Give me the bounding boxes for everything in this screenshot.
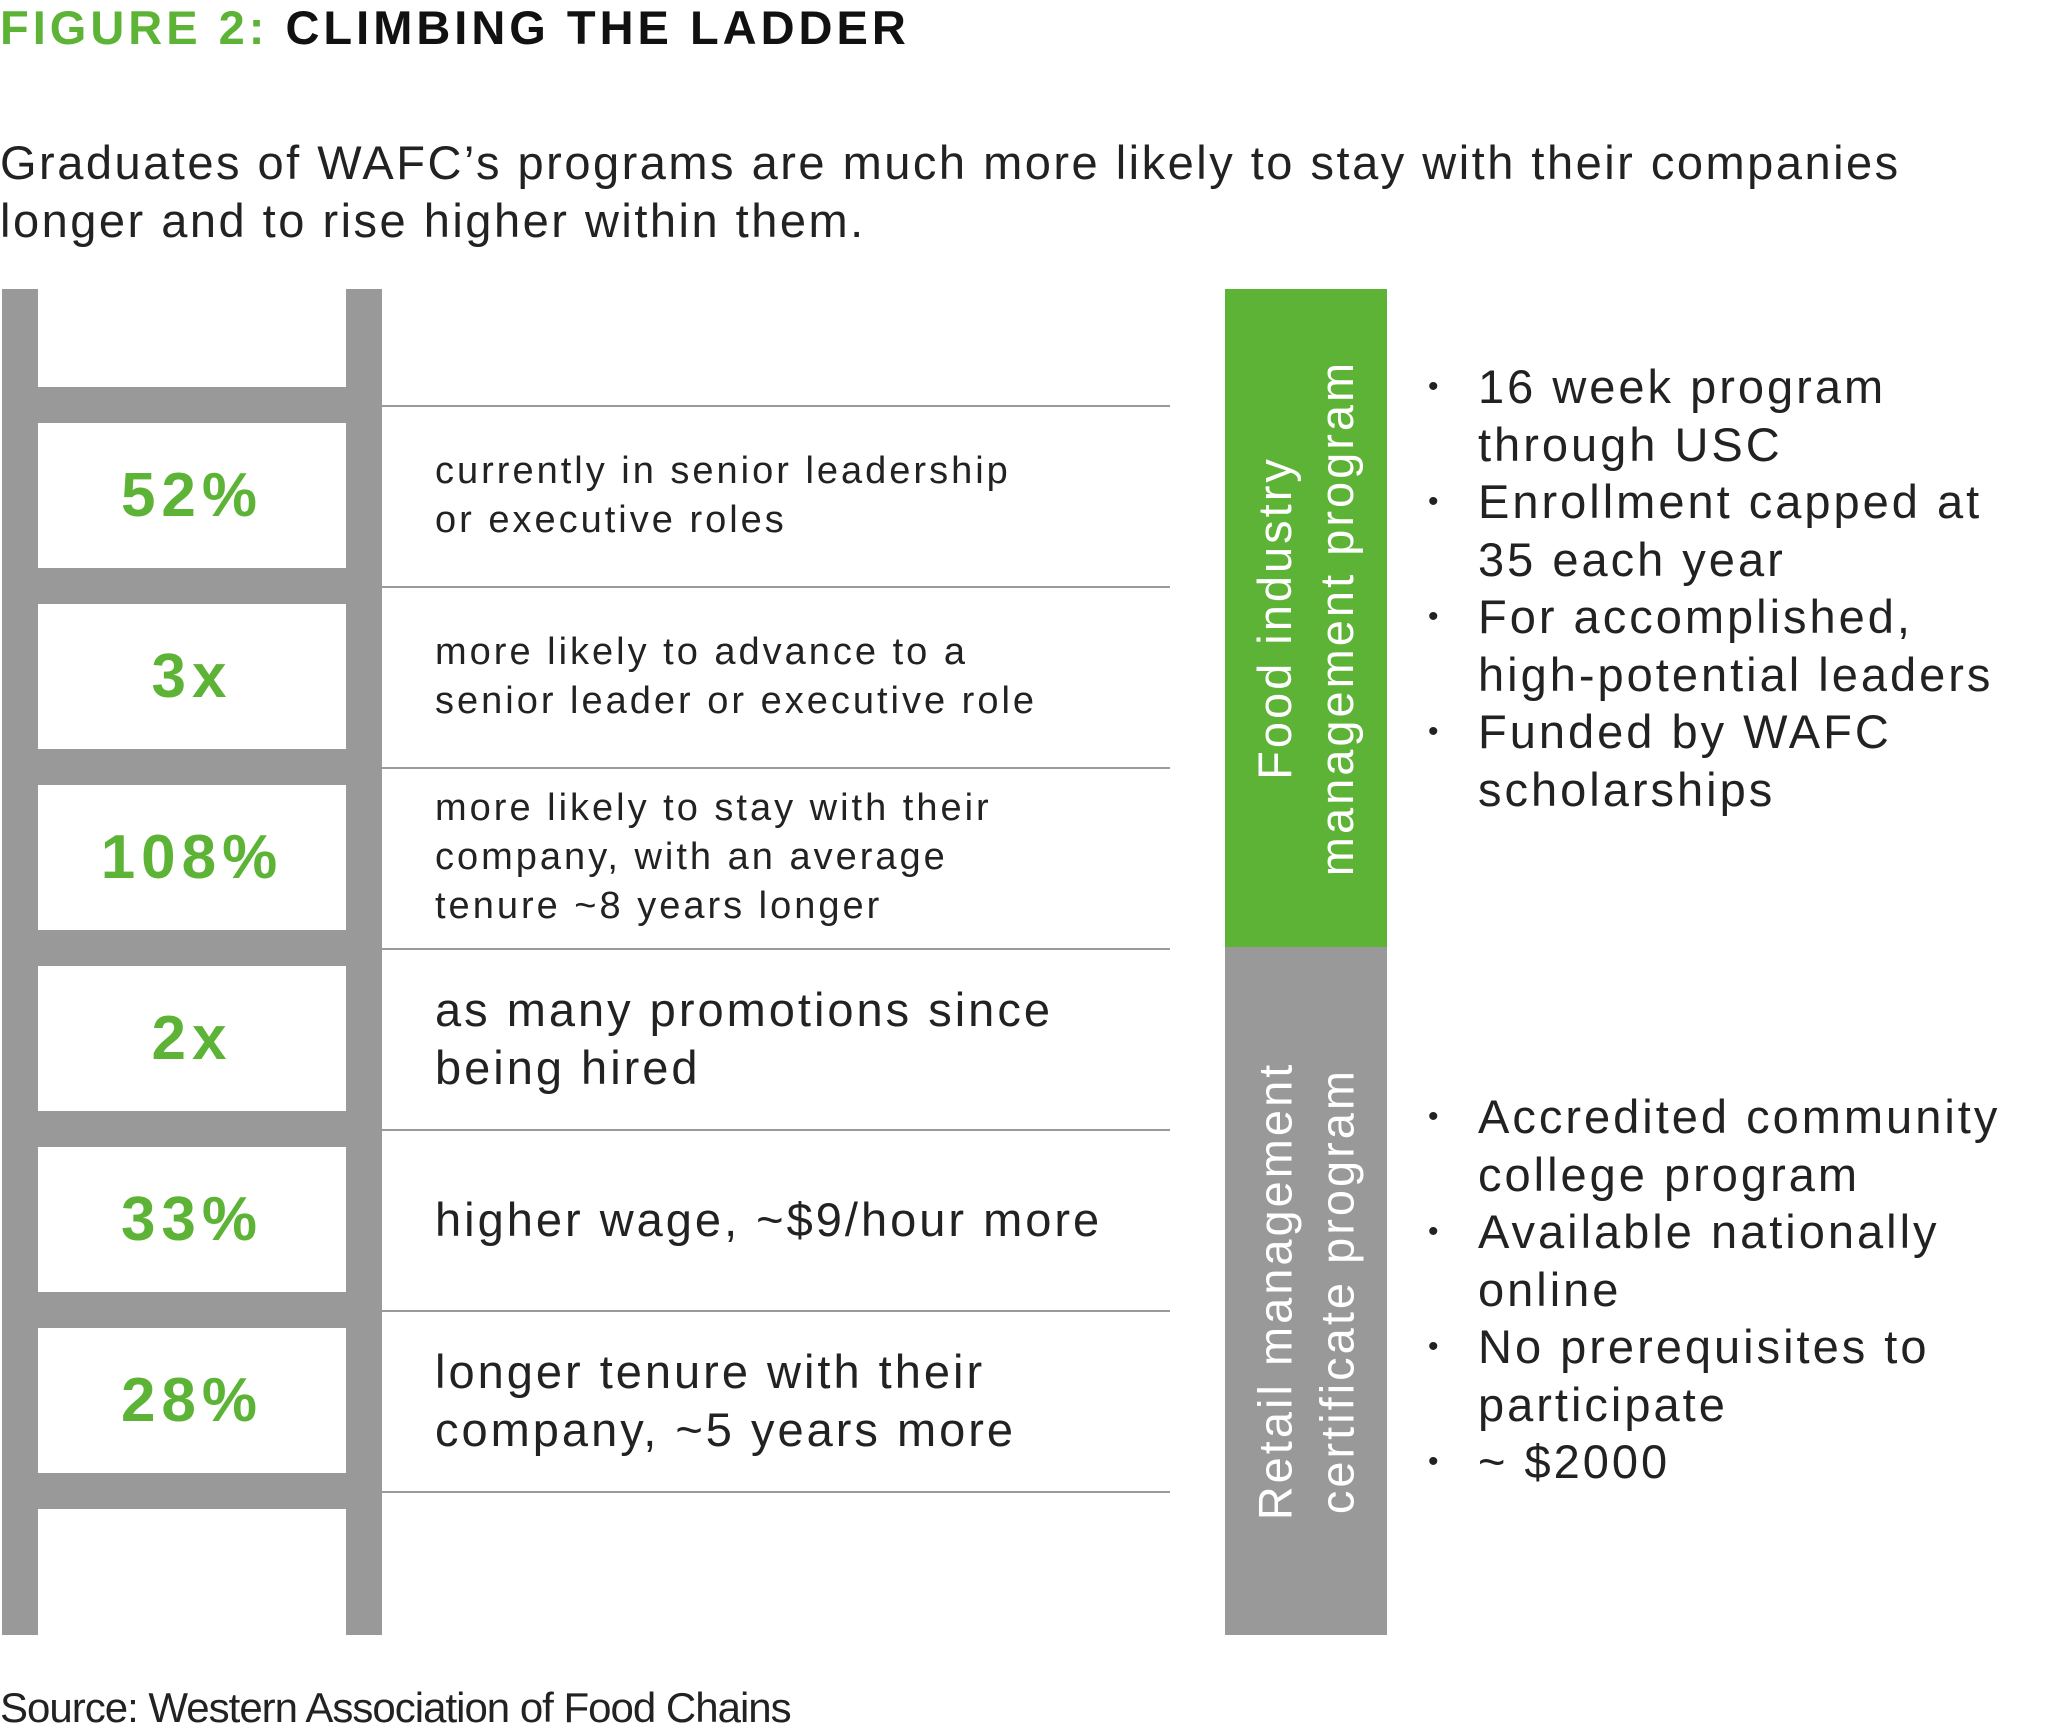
bullet-item: • Accredited community college program bbox=[1425, 1088, 2048, 1203]
stat-description-line: higher wage, ~$9/hour more bbox=[435, 1192, 1103, 1246]
food-program-bullet-list bbox=[1425, 358, 2048, 818]
ladder-step bbox=[38, 1147, 346, 1292]
stat-description-line: being hired bbox=[435, 1040, 701, 1094]
row-separator bbox=[382, 767, 1170, 769]
ladder-rung bbox=[38, 749, 346, 785]
source-note: Source: Western Association of Food Chains bbox=[0, 1684, 791, 1731]
stat-description-line: more likely to stay with their bbox=[435, 787, 992, 829]
ladder-rung bbox=[38, 387, 346, 423]
program-label-line: management program bbox=[1310, 359, 1363, 877]
bullet-item: • Available nationally online bbox=[1425, 1203, 2048, 1318]
ladder-step bbox=[38, 966, 346, 1111]
stat-description-line: more likely to advance to a bbox=[435, 630, 969, 673]
retail-management-program-bar bbox=[1225, 947, 1387, 1635]
stat-value: 108% bbox=[100, 823, 284, 892]
ladder-step bbox=[38, 604, 346, 749]
stat-value: 33% bbox=[120, 1185, 264, 1254]
bullet-item: • Funded by WAFC scholarships bbox=[1425, 703, 2048, 818]
bullet-item: • 16 week program through USC bbox=[1425, 358, 2048, 473]
food-industry-program-bar bbox=[1225, 289, 1387, 947]
retail-program-bullet-list bbox=[1425, 1088, 2048, 1491]
program-label bbox=[1244, 360, 1368, 876]
stat-description bbox=[435, 423, 1170, 568]
ladder-right-rail bbox=[346, 289, 382, 1635]
ladder-step bbox=[38, 1328, 346, 1473]
bullet-item: • ~ $2000 bbox=[1425, 1433, 2048, 1491]
stat-value: 28% bbox=[120, 1366, 264, 1435]
row-separator bbox=[382, 1129, 1170, 1131]
row-separator bbox=[382, 1310, 1170, 1312]
row-separator bbox=[382, 1491, 1170, 1493]
ladder-rung bbox=[38, 568, 346, 604]
program-label-line: Retail management bbox=[1248, 1061, 1301, 1521]
row-separator bbox=[382, 405, 1170, 407]
stat-description bbox=[435, 966, 1170, 1111]
stat-value: 2x bbox=[151, 1004, 233, 1073]
stat-value: 3x bbox=[151, 642, 233, 711]
stat-description-line: as many promotions since bbox=[435, 982, 1053, 1036]
stat-description bbox=[435, 1328, 1170, 1473]
stat-description bbox=[435, 785, 1170, 930]
figure-label: FIGURE 2: bbox=[0, 1, 269, 54]
stat-description bbox=[435, 1147, 1170, 1292]
row-separator bbox=[382, 586, 1170, 588]
bullet-item: • No prerequisites to participate bbox=[1425, 1318, 2048, 1433]
program-label-line: certificate program bbox=[1310, 1067, 1363, 1515]
stat-value: 52% bbox=[120, 461, 264, 530]
stat-description-line: longer tenure with their bbox=[435, 1344, 986, 1398]
stat-description-line: senior leader or executive role bbox=[435, 679, 1038, 722]
stat-description-line: company, with an average bbox=[435, 836, 948, 878]
ladder-rung bbox=[38, 1111, 346, 1147]
stat-description bbox=[435, 604, 1170, 749]
bullet-item: • Enrollment capped at 35 each year bbox=[1425, 473, 2048, 588]
ladder-rung bbox=[38, 1473, 346, 1509]
stat-description-line: or executive roles bbox=[435, 498, 787, 541]
ladder-rung bbox=[38, 1292, 346, 1328]
figure-title bbox=[0, 2, 910, 54]
row-separator bbox=[382, 948, 1170, 950]
ladder-step bbox=[38, 785, 346, 930]
subtitle: Graduates of WAFC’s programs are much more likely to stay with their companies longer and to rise higher within them. bbox=[0, 136, 1901, 247]
ladder-left-rail bbox=[2, 289, 38, 1635]
ladder-rung bbox=[38, 930, 346, 966]
program-label bbox=[1244, 1062, 1368, 1521]
figure-heading: CLIMBING THE LADDER bbox=[285, 1, 910, 54]
bullet-item: • For accomplished, high-potential leaders bbox=[1425, 588, 2048, 703]
stat-description-line: tenure ~8 years longer bbox=[435, 885, 883, 927]
ladder-step bbox=[38, 423, 346, 568]
stat-description-line: currently in senior leadership bbox=[435, 449, 1011, 492]
stat-description-line: company, ~5 years more bbox=[435, 1402, 1017, 1456]
program-label-line: Food industry bbox=[1248, 456, 1301, 780]
